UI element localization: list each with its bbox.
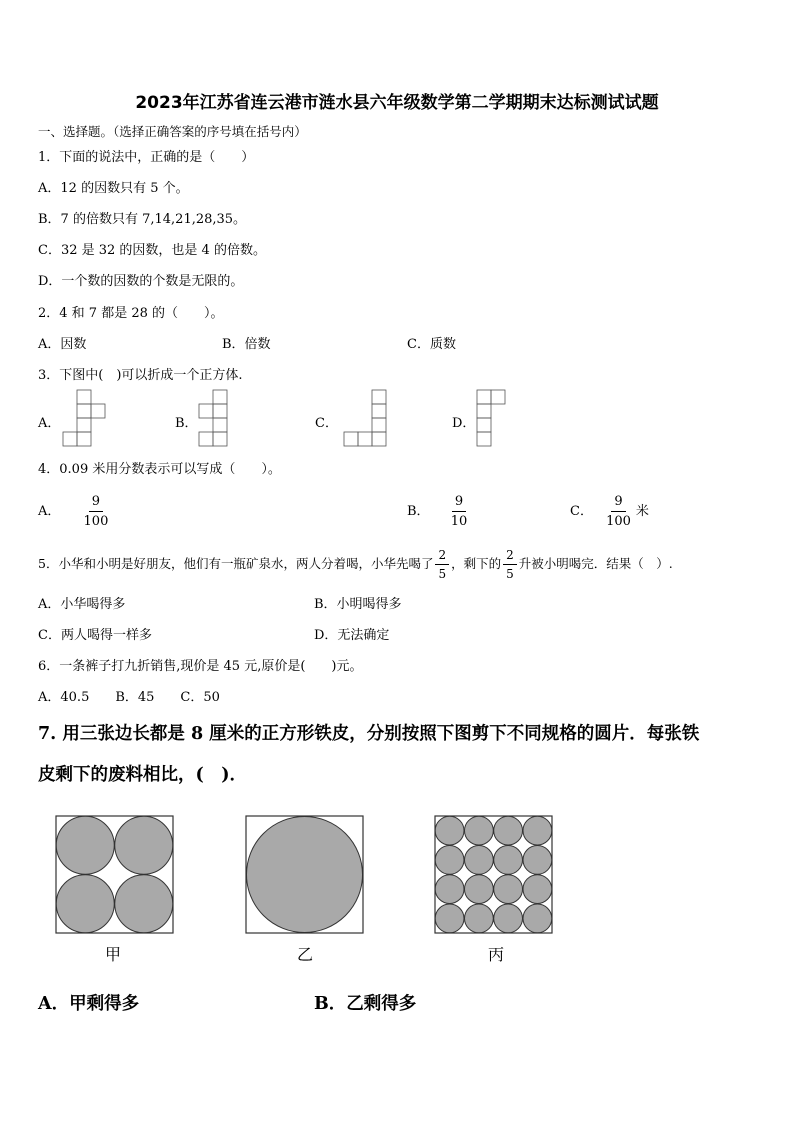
cube-net-a [62,389,110,449]
q5-option-b: B．小明喝得多 [314,597,402,612]
q5-fraction-1 [435,549,449,580]
q4-a-fraction [81,495,112,528]
cube-net-c [343,389,391,449]
q2-option-a: A．因数 [38,337,87,352]
q5-fraction-2 [503,549,517,580]
q5-stem [38,546,673,582]
q4-a-numerator: 9 [89,495,103,512]
q3-option-a: A． [38,416,61,431]
q1-option-c: C．32 是 32 的因数，也是 4 的倍数。 [38,243,266,258]
q4-stem: 4．0.09 米用分数表示可以写成（ ）。 [38,462,281,477]
q2-option-b: B．倍数 [222,337,271,352]
q5-fraction-1-numerator: 2 [435,549,449,565]
q5-stem-part1: 5．小华和小明是好朋友，他们有一瓶矿泉水，两人分着喝，小华先喝了 [38,556,434,571]
q4-c-fraction [603,495,634,528]
q5-option-a: A．小华喝得多 [38,597,126,612]
q4-c-numerator: 9 [611,495,625,512]
q7-option-b: B．乙剩得多 [314,994,417,1014]
q1-stem: 1．下面的说法中，正确的是（ ） [38,150,255,165]
q4-option-c [570,494,649,530]
q5-option-d: D．无法确定 [314,628,390,643]
cube-net-b [198,389,232,449]
q2-option-c: C．质数 [407,337,456,352]
q3-option-d: D． [452,416,476,431]
q5-stem-part3: 升被小明喝完．结果（ ）. [518,556,673,571]
q6-stem: 6．一条裤子打九折销售,现价是 45 元,原价是( )元。 [38,659,363,674]
q4-b-numerator: 9 [452,495,466,512]
q4-c-denominator: 100 [606,514,631,529]
q4-b-label: B． [407,504,430,519]
q4-a-denominator: 100 [83,514,109,529]
figure-label-jia: 甲 [105,945,122,964]
q3-option-b: B． [175,416,198,431]
section-heading: 一、选择题。（选择正确答案的序号填在括号内） [38,124,307,139]
figure-label-bing: 丙 [488,945,505,964]
q4-b-denominator: 10 [450,514,468,529]
q4-b-fraction [448,495,471,528]
q4-option-a [38,494,113,530]
q5-fraction-2-numerator: 2 [503,549,517,565]
q4-option-b [407,494,472,530]
q1-option-d: D．一个数的因数的个数是无限的。 [38,274,244,289]
q4-c-label: C． [570,504,593,519]
q4-a-label: A． [38,504,61,519]
cube-net-d [476,389,510,449]
q4-c-unit: 米 [635,504,649,519]
q5-fraction-1-denominator: 5 [438,567,447,581]
q7-stem-line2: 皮剩下的废料相比，( )． [38,765,248,785]
figure-bing-square [434,815,554,935]
q1-option-b: B．7 的倍数只有 7,14,21,28,35。 [38,212,247,227]
q7-stem-line1: 7. 用三张边长都是 8 厘米的正方形铁皮，分别按照下图剪下不同规格的圆片．每张铁 [38,724,700,744]
figure-label-yi: 乙 [297,945,314,964]
q5-fraction-2-denominator: 5 [506,567,514,581]
figure-jia-square [55,815,175,935]
q7-option-a: A．甲剩得多 [38,994,140,1014]
q1-option-a: A．12 的因数只有 5 个。 [38,181,189,196]
page-title: 2023年江苏省连云港市涟水县六年级数学第二学期期末达标测试试题 [135,93,659,113]
q5-stem-part2: ，剩下的 [451,556,502,571]
q2-stem: 2．4 和 7 都是 28 的（ ）。 [38,306,224,321]
q5-option-c: C．两人喝得一样多 [38,628,152,643]
figure-yi-square [245,815,365,935]
q6-options: A．40.5 B．45 C．50 [38,690,220,705]
q3-stem: 3．下图中( )可以折成一个正方体. [38,368,243,383]
q3-option-c: C． [315,416,338,431]
